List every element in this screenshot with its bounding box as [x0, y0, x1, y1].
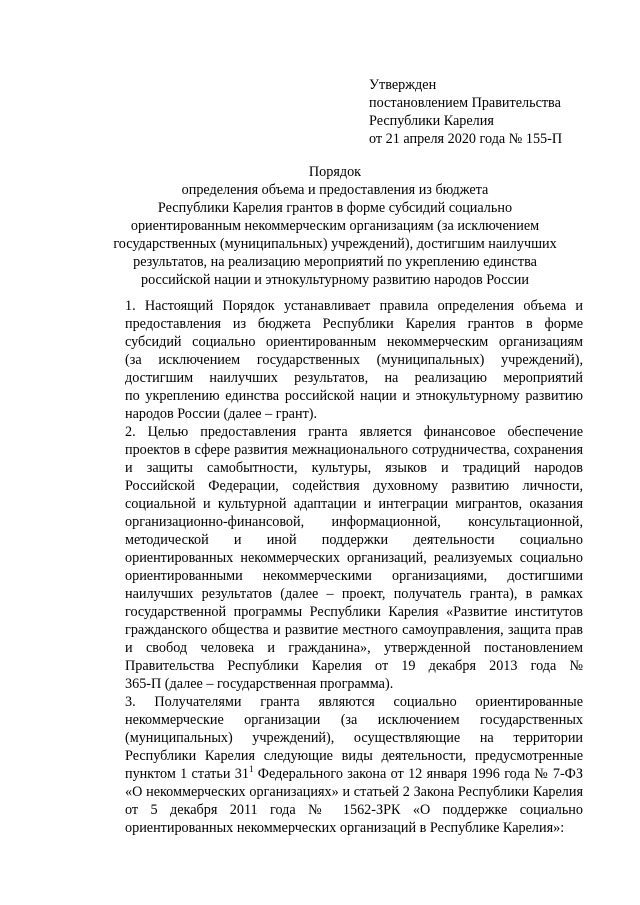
text-line: (муниципальных) учреждений), осуществляющие на территории [125, 730, 583, 746]
text-line: государственной программы Республики Карелия «Развитие институтов [125, 604, 583, 620]
text-line: методической и иной поддержки деятельности социально [125, 532, 583, 548]
text-line: гражданского общества и развитие местного самоуправления, защита прав [125, 622, 583, 638]
paragraph-2 [89, 423, 583, 693]
text-line: достигшим наилучших результатов, на реализацию мероприятий [125, 370, 583, 386]
text-line: 3. Получателями гранта являются социально ориентированные [125, 694, 583, 710]
text-line: народов России (далее – грант). [125, 406, 318, 422]
title-heading: Порядок [308, 164, 362, 180]
text-line: 1. Настоящий Порядок устанавливает правила определения объема и [125, 298, 583, 314]
title-line: определения объема и предоставления из бюджета [181, 182, 489, 198]
text-segment: пунктом 1 статьи 31 [125, 766, 249, 782]
approval-line: от 21 апреля 2020 года № 155-П [369, 131, 563, 147]
text-line: по укреплению единства российской нации и этнокультурному развитию [125, 388, 583, 404]
approval-block [369, 76, 609, 148]
text-line: и защиты самобытности, культуры, языков и традиций народов [125, 460, 583, 476]
text-line: 2. Целью предоставления гранта является финансовое обеспечение [125, 424, 583, 440]
text-line: ориентированных некоммерческих организаций в Республике Карелия»: [125, 820, 565, 836]
approval-line: Утвержден [369, 77, 437, 93]
text-line: субсидий социально ориентированным некоммерческим организациям [125, 334, 583, 350]
text-line: предоставления из бюджета Республики Карелия грантов в форме [125, 316, 583, 332]
text-line: «О некоммерческих организациях» и статьей 2 Закона Республики Карелия [125, 784, 583, 800]
title-line: российской нации и этнокультурному развитию народов России [141, 272, 529, 288]
text-line: Правительства Республики Карелия от 19 декабря 2013 года № [125, 658, 583, 674]
document-title [95, 163, 575, 289]
text-line [89, 765, 583, 783]
paragraph-3 [89, 693, 583, 837]
paragraph-1 [89, 297, 583, 423]
text-segment: Федерального закона от 12 января 1996 года № 7-ФЗ [253, 766, 583, 782]
approval-line: Республики Карелия [369, 113, 494, 129]
title-line: государственных (муниципальных) учреждений), достигшим наилучших [113, 236, 557, 252]
title-line: результатов, на реализацию мероприятий по укреплению единства [133, 254, 537, 270]
text-line: Российской Федерации, содействия духовному развитию личности, [125, 478, 583, 494]
text-line: социальной и культурной адаптации и интеграции мигрантов, оказания [125, 496, 583, 512]
text-line: (за исключением государственных (муниципальных) учреждений), [125, 352, 583, 368]
title-line: ориентированным некоммерческим организациям (за исключением [130, 218, 540, 234]
text-line: наилучших результатов (далее – проект, получатель гранта), в рамках [125, 586, 583, 602]
text-line: ориентированными некоммерческими организациями, достигшими [125, 568, 583, 584]
text-line: проектов в сфере развития межнационального сотрудничества, сохранения [125, 442, 583, 458]
text-line: 365-П (далее – государственная программа). [125, 676, 394, 692]
text-line: Республики Карелия следующие виды деятельности, предусмотренные [125, 748, 583, 764]
approval-line: постановлением Правительства [369, 95, 561, 111]
text-line: организационно-финансовой, информационной, консультационной, [125, 514, 583, 530]
text-line: и свобод человека и гражданина», утвержденной постановлением [125, 640, 583, 656]
title-line: Республики Карелия грантов в форме субсидий социально [157, 200, 513, 216]
text-line: от 5 декабря 2011 года № 1562-ЗРК «О поддержке социально [125, 802, 583, 818]
superscript: 1 [248, 765, 254, 774]
document-body [89, 297, 583, 837]
text-line: ориентированных некоммерческих организаций, реализуемых социально [125, 550, 583, 566]
text-line: некоммерческие организации (за исключением государственных [125, 712, 583, 728]
